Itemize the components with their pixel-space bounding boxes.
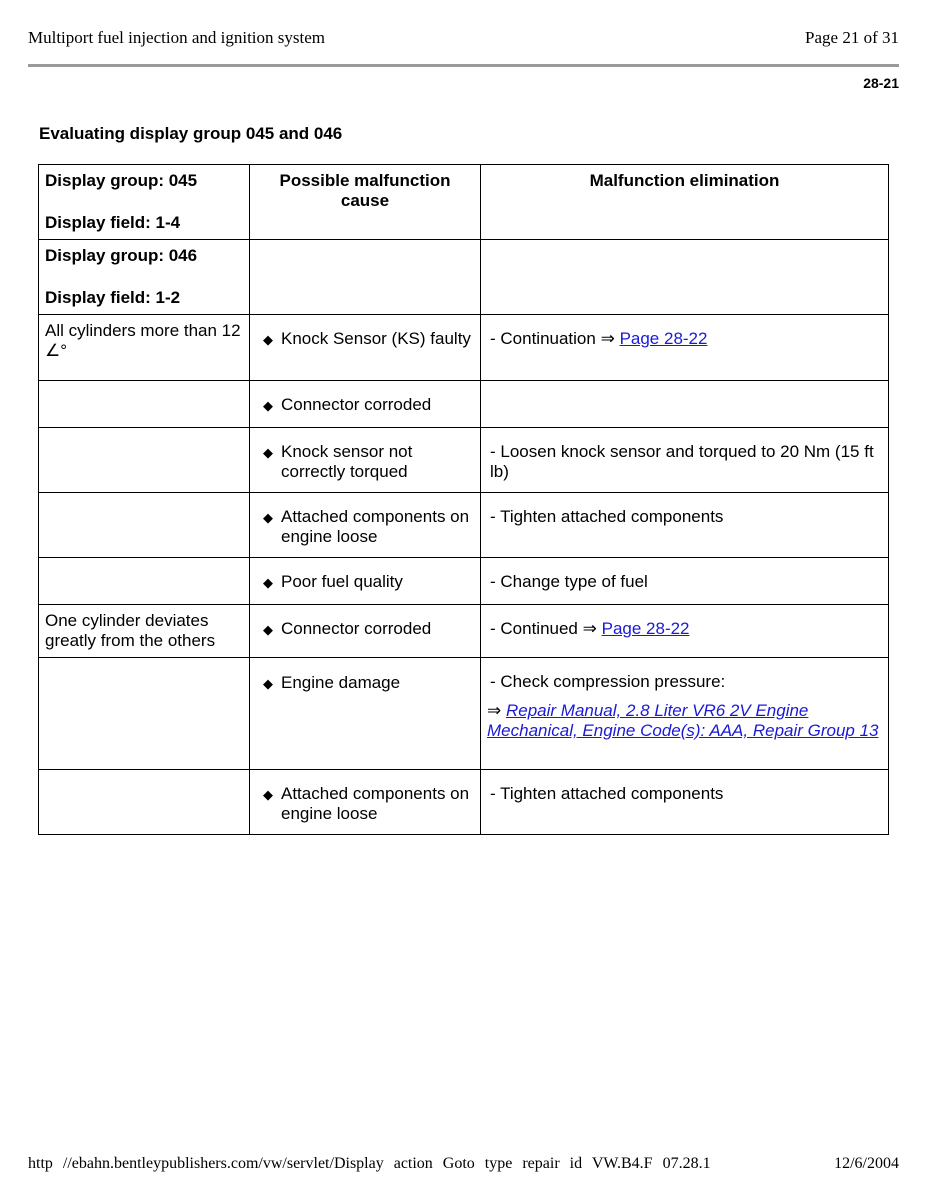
display-field-1-4-label: Display field: 1-4 xyxy=(45,213,181,232)
document-header-title: Multiport fuel injection and ignition system xyxy=(28,28,325,47)
action-cell xyxy=(481,315,889,381)
cause-column-header: Possible malfunction cause xyxy=(250,165,481,240)
cause-cell xyxy=(250,658,481,770)
cause-cell xyxy=(250,428,481,493)
repair-manual-link[interactable]: Repair Manual, 2.8 Liter VR6 2V Engine Mechanical, Engine Code(s): AAA, Repair Group 13 xyxy=(487,701,879,740)
table-row xyxy=(39,605,889,658)
diamond-bullet-icon: ◆ xyxy=(263,622,273,637)
table-row xyxy=(39,770,889,835)
action-cell xyxy=(481,770,889,835)
condition-cell xyxy=(39,428,250,493)
action-text: - Change type of fuel xyxy=(490,572,648,591)
condition-cell xyxy=(39,770,250,835)
empty-cell xyxy=(250,240,481,315)
condition-cell xyxy=(39,381,250,428)
display-group-045-header xyxy=(39,165,250,240)
action-cell xyxy=(481,428,889,493)
display-group-046-label: Display group: 046 xyxy=(45,246,198,265)
cause-text: Poor fuel quality xyxy=(281,572,403,591)
cause-cell xyxy=(250,315,481,381)
table-row xyxy=(39,558,889,605)
cause-text: Connector corroded xyxy=(281,395,432,414)
arrow-right-icon: ⇒ xyxy=(487,701,502,720)
diamond-bullet-icon: ◆ xyxy=(263,445,273,460)
cause-text: Attached components on engine loose xyxy=(281,784,470,823)
diamond-bullet-icon: ◆ xyxy=(263,398,273,413)
table-header-row xyxy=(39,165,889,240)
table-row xyxy=(39,315,889,381)
action-text: - Tighten attached components xyxy=(490,507,724,526)
elimination-column-header: Malfunction elimination xyxy=(481,165,889,240)
action-cell xyxy=(481,658,889,770)
cause-text: Knock sensor not correctly torqued xyxy=(281,442,413,481)
page-link[interactable]: Page 28-22 xyxy=(619,329,708,348)
cause-cell xyxy=(250,493,481,558)
table-row xyxy=(39,381,889,428)
source-url: http //ebahn.bentleypublishers.com/vw/servlet/Display action Goto type repair id VW.B4.F 07.28.1 xyxy=(28,1155,711,1172)
table-row xyxy=(39,658,889,770)
action-text: - Continued xyxy=(490,619,578,638)
table-row xyxy=(39,428,889,493)
diamond-bullet-icon: ◆ xyxy=(263,332,273,347)
cause-cell xyxy=(250,770,481,835)
condition-cell: All cylinders more than 12 ∠° xyxy=(39,315,250,381)
diamond-bullet-icon: ◆ xyxy=(263,510,273,525)
condition-cell xyxy=(39,558,250,605)
header-divider xyxy=(28,64,899,67)
cause-text: Attached components on engine loose xyxy=(281,507,470,546)
action-cell xyxy=(481,558,889,605)
section-number: 28-21 xyxy=(863,75,899,91)
cause-cell xyxy=(250,558,481,605)
page-link[interactable]: Page 28-22 xyxy=(601,619,690,638)
action-text: - Tighten attached components xyxy=(490,784,724,803)
print-date: 12/6/2004 xyxy=(834,1155,899,1172)
display-group-045-label: Display group: 045 xyxy=(45,171,198,190)
condition-cell xyxy=(39,493,250,558)
cause-cell xyxy=(250,381,481,428)
condition-cell xyxy=(39,658,250,770)
page-indicator: Page 21 of 31 xyxy=(805,28,899,47)
display-field-1-2-label: Display field: 1-2 xyxy=(45,288,181,307)
page-title: Evaluating display group 045 and 046 xyxy=(39,124,343,143)
diamond-bullet-icon: ◆ xyxy=(263,787,273,802)
action-cell xyxy=(481,605,889,658)
malfunction-table xyxy=(38,164,889,835)
cause-text: Knock Sensor (KS) faulty xyxy=(281,329,471,348)
empty-cell xyxy=(481,240,889,315)
cause-text: Engine damage xyxy=(281,673,401,692)
diamond-bullet-icon: ◆ xyxy=(263,676,273,691)
diamond-bullet-icon: ◆ xyxy=(263,575,273,590)
condition-cell: One cylinder deviates greatly from the others xyxy=(39,605,250,658)
cause-cell xyxy=(250,605,481,658)
action-cell xyxy=(481,493,889,558)
cause-text: Connector corroded xyxy=(281,619,432,638)
table-row xyxy=(39,493,889,558)
display-group-046-header xyxy=(39,240,250,315)
action-text: - Continuation xyxy=(490,329,596,348)
action-text: - Loosen knock sensor and torqued to 20 Nm (15 ft lb) xyxy=(490,442,874,481)
arrow-right-icon: ⇒ xyxy=(600,329,615,348)
action-cell xyxy=(481,381,889,428)
arrow-right-icon: ⇒ xyxy=(582,619,597,638)
action-text: - Check compression pressure: xyxy=(490,672,726,691)
display-group-046-row xyxy=(39,240,889,315)
